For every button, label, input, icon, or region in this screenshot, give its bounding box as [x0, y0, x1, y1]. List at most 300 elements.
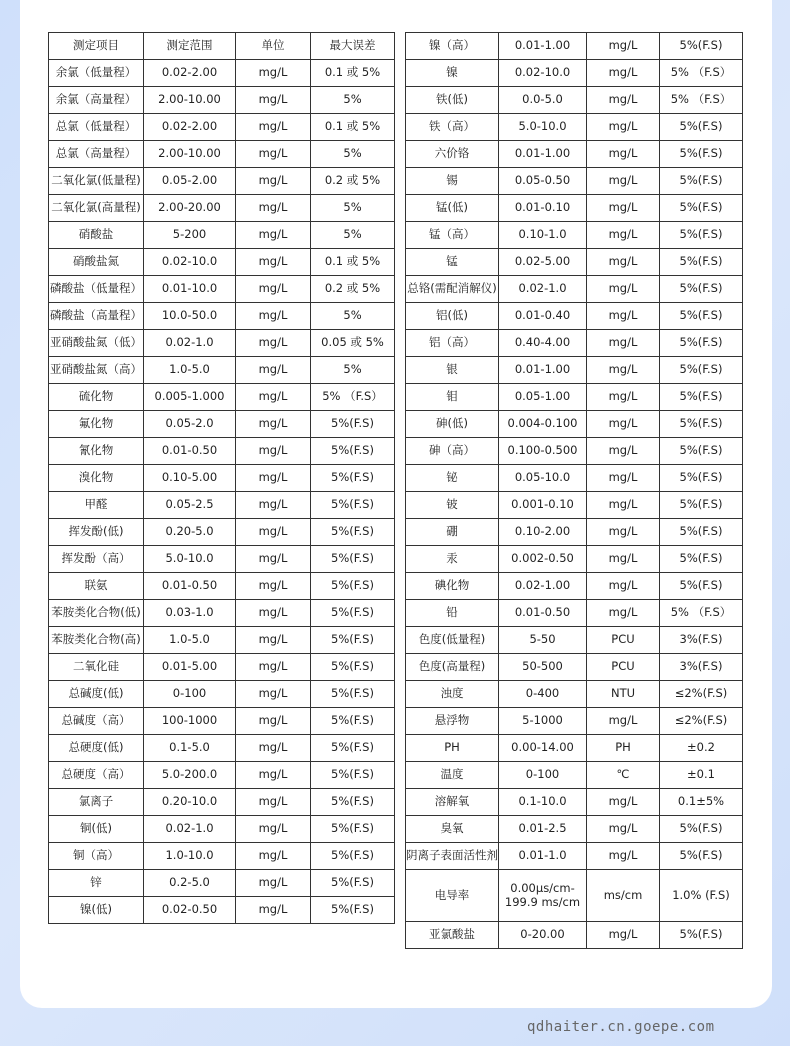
cell-unit: ms/cm	[587, 870, 660, 922]
table-row	[406, 222, 743, 249]
cell-error: 5%(F.S)	[660, 519, 743, 546]
cell-item: 总硬度(低)	[49, 735, 144, 762]
cell-error: 5%(F.S)	[660, 195, 743, 222]
cell-range: 0.05-0.50	[499, 168, 587, 195]
table-row	[49, 411, 395, 438]
table-row	[406, 708, 743, 735]
cell-range: 5-200	[144, 222, 236, 249]
cell-item: 总碱度（高）	[49, 708, 144, 735]
cell-item: 铝（高）	[406, 330, 499, 357]
cell-error: 5% （F.S）	[660, 60, 743, 87]
table-row	[406, 573, 743, 600]
cell-range: 1.0-5.0	[144, 357, 236, 384]
cell-range: 0.00μs/cm-199.9 ms/cm	[499, 870, 587, 922]
cell-range: 50-500	[499, 654, 587, 681]
table-row	[406, 816, 743, 843]
cell-item: 硝酸盐氮	[49, 249, 144, 276]
table-row	[49, 789, 395, 816]
cell-error: 5%	[311, 195, 395, 222]
cell-item: 二氧化氯(低量程)	[49, 168, 144, 195]
cell-unit: mg/L	[587, 465, 660, 492]
table-row	[406, 330, 743, 357]
parameter-table-right	[405, 32, 743, 949]
cell-range: 0.01-1.0	[499, 843, 587, 870]
cell-unit: mg/L	[587, 276, 660, 303]
cell-unit: mg/L	[587, 195, 660, 222]
cell-item: 苯胺类化合物(高)	[49, 627, 144, 654]
cell-range: 0.01-1.00	[499, 141, 587, 168]
header-cell-error: 最大误差	[311, 33, 395, 60]
table-row	[49, 303, 395, 330]
cell-item: 铅	[406, 600, 499, 627]
cell-item: 悬浮物	[406, 708, 499, 735]
cell-range: 0.02-1.0	[499, 276, 587, 303]
cell-item: 碘化物	[406, 573, 499, 600]
cell-range: 0.01-0.50	[499, 600, 587, 627]
cell-unit: mg/L	[587, 519, 660, 546]
table-row	[406, 762, 743, 789]
table-row	[406, 357, 743, 384]
cell-item: 铋	[406, 465, 499, 492]
table-row	[49, 654, 395, 681]
cell-unit: mg/L	[587, 168, 660, 195]
cell-unit: mg/L	[236, 465, 311, 492]
cell-range: 0.01-10.0	[144, 276, 236, 303]
cell-unit: mg/L	[587, 411, 660, 438]
cell-unit: mg/L	[236, 600, 311, 627]
cell-error: 5%(F.S)	[311, 546, 395, 573]
table-row	[406, 627, 743, 654]
cell-range: 0.05-2.00	[144, 168, 236, 195]
table-row	[49, 276, 395, 303]
cell-unit: mg/L	[236, 330, 311, 357]
parameter-table-left	[48, 32, 395, 924]
cell-item: 二氧化硅	[49, 654, 144, 681]
table-row	[49, 330, 395, 357]
cell-range: 0.02-10.0	[144, 249, 236, 276]
cell-item: 总铬(需配消解仪)	[406, 276, 499, 303]
cell-error: 5%(F.S)	[660, 438, 743, 465]
cell-error: 5%(F.S)	[311, 600, 395, 627]
cell-error: 5%(F.S)	[660, 276, 743, 303]
cell-error: 0.1 或 5%	[311, 60, 395, 87]
cell-error: 5%(F.S)	[311, 870, 395, 897]
cell-item: 锡	[406, 168, 499, 195]
cell-range: 0.20-5.0	[144, 519, 236, 546]
cell-error: 5%(F.S)	[311, 519, 395, 546]
cell-item: 甲醛	[49, 492, 144, 519]
cell-unit: mg/L	[587, 789, 660, 816]
cell-error: 5%(F.S)	[660, 357, 743, 384]
cell-item: 苯胺类化合物(低)	[49, 600, 144, 627]
table-row	[406, 735, 743, 762]
cell-item: 银	[406, 357, 499, 384]
table-row	[49, 168, 395, 195]
cell-item: 色度(高量程)	[406, 654, 499, 681]
cell-range: 100-1000	[144, 708, 236, 735]
cell-range: 0.01-2.5	[499, 816, 587, 843]
table-row	[406, 438, 743, 465]
watermark-text: qdhaiter.cn.goepe.com	[527, 1019, 715, 1035]
cell-unit: mg/L	[236, 654, 311, 681]
cell-unit: mg/L	[236, 816, 311, 843]
cell-unit: mg/L	[236, 708, 311, 735]
cell-unit: mg/L	[587, 87, 660, 114]
cell-error: 5%(F.S)	[311, 681, 395, 708]
table-row	[49, 681, 395, 708]
cell-unit: mg/L	[587, 438, 660, 465]
table-row	[406, 87, 743, 114]
cell-unit: PH	[587, 735, 660, 762]
cell-range: 0.02-2.00	[144, 60, 236, 87]
cell-range: 5.0-10.0	[144, 546, 236, 573]
table-row	[49, 627, 395, 654]
cell-range: 0.10-5.00	[144, 465, 236, 492]
cell-range: 0.004-0.100	[499, 411, 587, 438]
cell-error: 5%(F.S)	[660, 33, 743, 60]
cell-item: 硼	[406, 519, 499, 546]
table-row	[406, 600, 743, 627]
cell-unit: mg/L	[587, 492, 660, 519]
table-row	[406, 276, 743, 303]
table-row	[406, 870, 743, 922]
cell-unit: mg/L	[236, 276, 311, 303]
cell-error: 5%(F.S)	[660, 114, 743, 141]
table-row	[406, 681, 743, 708]
cell-item: 余氯（高量程）	[49, 87, 144, 114]
cell-item: 镍	[406, 60, 499, 87]
cell-range: 0-100	[499, 762, 587, 789]
table-row	[406, 60, 743, 87]
cell-item: 砷（高）	[406, 438, 499, 465]
cell-error: 5%(F.S)	[311, 438, 395, 465]
cell-error: 5%(F.S)	[311, 897, 395, 924]
cell-unit: mg/L	[587, 922, 660, 949]
cell-unit: mg/L	[587, 546, 660, 573]
cell-unit: mg/L	[236, 222, 311, 249]
cell-item: 硝酸盐	[49, 222, 144, 249]
cell-unit: mg/L	[236, 141, 311, 168]
cell-item: 铜（高）	[49, 843, 144, 870]
cell-error: 1.0% (F.S)	[660, 870, 743, 922]
cell-error: 5%	[311, 222, 395, 249]
cell-range: 0.05-2.5	[144, 492, 236, 519]
cell-item: 硫化物	[49, 384, 144, 411]
table-row	[49, 114, 395, 141]
cell-unit: ℃	[587, 762, 660, 789]
table-row	[49, 870, 395, 897]
cell-error: 0.2 或 5%	[311, 276, 395, 303]
cell-range: 0.005-1.000	[144, 384, 236, 411]
cell-range: 0.01-1.00	[499, 33, 587, 60]
cell-error: 5%(F.S)	[660, 492, 743, 519]
cell-error: 5%(F.S)	[660, 141, 743, 168]
table-row	[406, 141, 743, 168]
cell-range: 0.02-1.00	[499, 573, 587, 600]
cell-unit: mg/L	[236, 681, 311, 708]
cell-unit: mg/L	[236, 87, 311, 114]
table-row	[406, 249, 743, 276]
cell-error: 5%	[311, 303, 395, 330]
cell-unit: mg/L	[236, 114, 311, 141]
cell-error: 0.05 或 5%	[311, 330, 395, 357]
cell-item: 总碱度(低)	[49, 681, 144, 708]
cell-range: 1.0-10.0	[144, 843, 236, 870]
cell-error: 5%(F.S)	[311, 573, 395, 600]
cell-range: 5.0-10.0	[499, 114, 587, 141]
cell-unit: mg/L	[236, 519, 311, 546]
cell-error: 5%(F.S)	[660, 249, 743, 276]
cell-unit: mg/L	[236, 789, 311, 816]
cell-range: 0.0-5.0	[499, 87, 587, 114]
cell-error: 3%(F.S)	[660, 654, 743, 681]
cell-range: 0.10-2.00	[499, 519, 587, 546]
cell-error: 5%(F.S)	[660, 816, 743, 843]
cell-item: 臭氧	[406, 816, 499, 843]
table-row	[49, 384, 395, 411]
cell-error: ≤2%(F.S)	[660, 708, 743, 735]
cell-range: 0.01-0.40	[499, 303, 587, 330]
cell-item: 锌	[49, 870, 144, 897]
cell-item: 阴离子表面活性剂	[406, 843, 499, 870]
cell-error: 5%(F.S)	[311, 465, 395, 492]
table-row	[49, 465, 395, 492]
cell-item: 磷酸盐（高量程）	[49, 303, 144, 330]
cell-error: 5%	[311, 357, 395, 384]
table-row	[49, 60, 395, 87]
cell-item: PH	[406, 735, 499, 762]
cell-unit: mg/L	[236, 492, 311, 519]
cell-range: 0.05-1.00	[499, 384, 587, 411]
cell-error: 5%(F.S)	[311, 816, 395, 843]
header-cell-item: 测定项目	[49, 33, 144, 60]
table-row	[406, 922, 743, 949]
table-row	[49, 438, 395, 465]
cell-error: ≤2%(F.S)	[660, 681, 743, 708]
cell-unit: mg/L	[587, 384, 660, 411]
cell-unit: mg/L	[587, 303, 660, 330]
table-row	[49, 573, 395, 600]
cell-unit: PCU	[587, 654, 660, 681]
table-row	[406, 654, 743, 681]
cell-unit: mg/L	[236, 168, 311, 195]
cell-unit: mg/L	[236, 357, 311, 384]
cell-unit: mg/L	[587, 249, 660, 276]
cell-range: 2.00-10.00	[144, 87, 236, 114]
cell-range: 0.001-0.10	[499, 492, 587, 519]
cell-item: 锰	[406, 249, 499, 276]
cell-item: 电导率	[406, 870, 499, 922]
cell-range: 0.02-0.50	[144, 897, 236, 924]
table-row	[406, 384, 743, 411]
cell-range: 0.01-1.00	[499, 357, 587, 384]
cell-range: 0.02-1.0	[144, 330, 236, 357]
cell-unit: mg/L	[587, 708, 660, 735]
cell-unit: mg/L	[236, 843, 311, 870]
cell-item: 挥发酚（高）	[49, 546, 144, 573]
cell-range: 0.05-2.0	[144, 411, 236, 438]
cell-unit: mg/L	[587, 573, 660, 600]
cell-error: 5% （F.S）	[660, 87, 743, 114]
cell-item: 溴化物	[49, 465, 144, 492]
cell-error: 5%(F.S)	[660, 573, 743, 600]
cell-unit: mg/L	[236, 303, 311, 330]
table-row	[49, 735, 395, 762]
cell-error: 5%	[311, 87, 395, 114]
cell-error: 5%(F.S)	[311, 654, 395, 681]
cell-unit: mg/L	[236, 384, 311, 411]
cell-unit: NTU	[587, 681, 660, 708]
cell-unit: mg/L	[236, 546, 311, 573]
cell-range: 0.02-2.00	[144, 114, 236, 141]
cell-error: 5%(F.S)	[311, 735, 395, 762]
cell-item: 总硬度（高）	[49, 762, 144, 789]
cell-unit: mg/L	[587, 330, 660, 357]
cell-range: 0.01-0.50	[144, 438, 236, 465]
cell-item: 溶解氧	[406, 789, 499, 816]
table-row	[49, 600, 395, 627]
cell-item: 锰（高）	[406, 222, 499, 249]
cell-range: 0.01-5.00	[144, 654, 236, 681]
cell-item: 二氧化氯(高量程)	[49, 195, 144, 222]
header-cell-range: 测定范围	[144, 33, 236, 60]
cell-range: 0.10-1.0	[499, 222, 587, 249]
cell-item: 温度	[406, 762, 499, 789]
table-row	[406, 843, 743, 870]
cell-range: 5-1000	[499, 708, 587, 735]
cell-range: 0-20.00	[499, 922, 587, 949]
table-row	[49, 546, 395, 573]
cell-error: 5%(F.S)	[660, 843, 743, 870]
cell-item: 氯离子	[49, 789, 144, 816]
cell-error: 3%(F.S)	[660, 627, 743, 654]
cell-item: 亚氯酸盐	[406, 922, 499, 949]
cell-range: 2.00-20.00	[144, 195, 236, 222]
cell-range: 0.00-14.00	[499, 735, 587, 762]
table-row	[406, 411, 743, 438]
cell-item: 汞	[406, 546, 499, 573]
table-row	[406, 195, 743, 222]
cell-range: 0.02-5.00	[499, 249, 587, 276]
table-row	[49, 519, 395, 546]
cell-error: 5%(F.S)	[311, 789, 395, 816]
cell-error: 5%(F.S)	[660, 303, 743, 330]
table-row	[406, 168, 743, 195]
cell-range: 0-100	[144, 681, 236, 708]
cell-unit: mg/L	[587, 843, 660, 870]
cell-range: 0.002-0.50	[499, 546, 587, 573]
cell-item: 浊度	[406, 681, 499, 708]
cell-error: 5%(F.S)	[660, 330, 743, 357]
cell-unit: mg/L	[236, 195, 311, 222]
cell-range: 0.1-10.0	[499, 789, 587, 816]
cell-item: 铜(低)	[49, 816, 144, 843]
table-row	[406, 465, 743, 492]
cell-range: 0.40-4.00	[499, 330, 587, 357]
table-row	[49, 708, 395, 735]
table-row	[49, 195, 395, 222]
cell-unit: mg/L	[236, 438, 311, 465]
cell-error: ±0.2	[660, 735, 743, 762]
cell-item: 六价铬	[406, 141, 499, 168]
table-row	[406, 33, 743, 60]
cell-range: 0.20-10.0	[144, 789, 236, 816]
cell-unit: mg/L	[236, 735, 311, 762]
cell-unit: mg/L	[587, 141, 660, 168]
cell-range: 0.03-1.0	[144, 600, 236, 627]
cell-error: 0.1 或 5%	[311, 114, 395, 141]
cell-error: 5%(F.S)	[660, 384, 743, 411]
cell-item: 锰(低)	[406, 195, 499, 222]
cell-error: 5%(F.S)	[311, 492, 395, 519]
cell-unit: mg/L	[236, 897, 311, 924]
cell-item: 铁（高）	[406, 114, 499, 141]
cell-range: 0.100-0.500	[499, 438, 587, 465]
cell-range: 0.05-10.0	[499, 465, 587, 492]
cell-error: 5%(F.S)	[311, 762, 395, 789]
cell-error: 5%(F.S)	[660, 222, 743, 249]
table-row	[406, 114, 743, 141]
cell-unit: PCU	[587, 627, 660, 654]
table-row	[406, 492, 743, 519]
cell-error: 5% （F.S）	[311, 384, 395, 411]
cell-item: 铝(低)	[406, 303, 499, 330]
table-row	[49, 222, 395, 249]
cell-item: 亚硝酸盐氮（高）	[49, 357, 144, 384]
table-row	[49, 87, 395, 114]
cell-range: 0-400	[499, 681, 587, 708]
cell-item: 余氯（低量程）	[49, 60, 144, 87]
cell-error: 5%(F.S)	[660, 546, 743, 573]
cell-unit: mg/L	[587, 60, 660, 87]
table-row	[49, 843, 395, 870]
cell-error: 5%	[311, 141, 395, 168]
cell-unit: mg/L	[236, 249, 311, 276]
cell-item: 总氯（高量程）	[49, 141, 144, 168]
header-cell-unit: 单位	[236, 33, 311, 60]
table-row	[49, 816, 395, 843]
table-row	[49, 141, 395, 168]
table-header-row	[49, 33, 395, 60]
cell-item: 亚硝酸盐氮（低）	[49, 330, 144, 357]
cell-error: 5%(F.S)	[311, 708, 395, 735]
table-row	[49, 357, 395, 384]
cell-error: 5%(F.S)	[311, 843, 395, 870]
table-row	[406, 546, 743, 573]
cell-unit: mg/L	[236, 870, 311, 897]
table-row	[406, 519, 743, 546]
cell-unit: mg/L	[236, 60, 311, 87]
cell-error: 5%(F.S)	[660, 168, 743, 195]
cell-unit: mg/L	[587, 357, 660, 384]
cell-unit: mg/L	[236, 411, 311, 438]
cell-item: 总氯（低量程）	[49, 114, 144, 141]
cell-range: 5-50	[499, 627, 587, 654]
cell-item: 镍(低)	[49, 897, 144, 924]
cell-item: 钼	[406, 384, 499, 411]
cell-range: 0.01-0.50	[144, 573, 236, 600]
table-row	[406, 789, 743, 816]
cell-item: 挥发酚(低)	[49, 519, 144, 546]
cell-unit: mg/L	[236, 627, 311, 654]
cell-range: 0.01-0.10	[499, 195, 587, 222]
cell-range: 0.1-5.0	[144, 735, 236, 762]
cell-unit: mg/L	[236, 573, 311, 600]
cell-item: 镍（高）	[406, 33, 499, 60]
cell-range: 5.0-200.0	[144, 762, 236, 789]
table-row	[49, 492, 395, 519]
cell-item: 砷(低)	[406, 411, 499, 438]
